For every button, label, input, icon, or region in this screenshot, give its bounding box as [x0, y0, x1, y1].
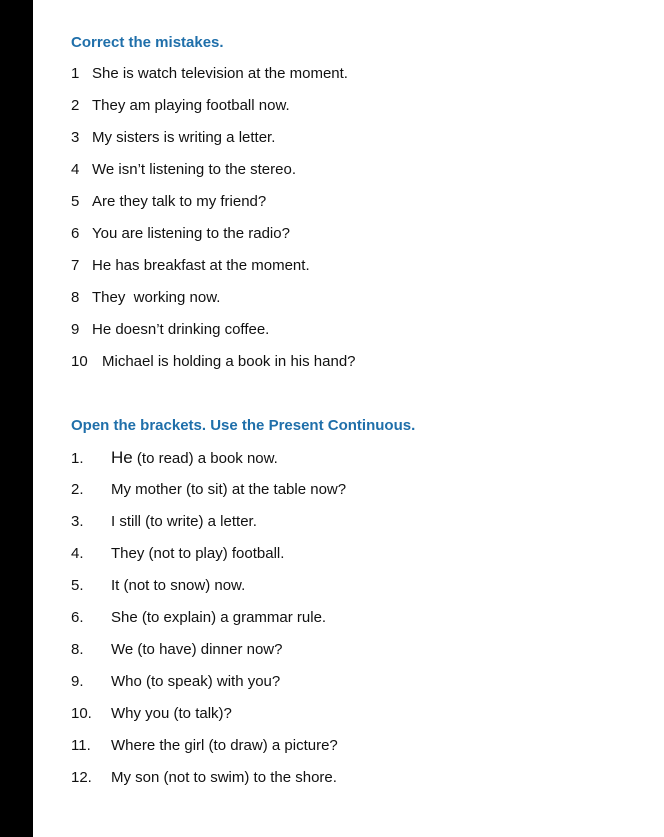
item-number: 2.: [71, 481, 84, 498]
item-number: 1.: [71, 450, 84, 467]
list-item: [71, 161, 296, 178]
list-item: [71, 705, 232, 722]
item-number: 5: [71, 193, 80, 210]
item-text: Michael is holding a book in his hand?: [102, 353, 356, 370]
item-number: 5.: [71, 577, 84, 594]
item-text: They (not to play) football.: [111, 545, 285, 562]
item-text: (to read) a book now.: [132, 450, 278, 467]
item-number: 8: [71, 289, 80, 306]
list-item: [71, 448, 278, 468]
item-text: You are listening to the radio?: [92, 225, 290, 242]
item-text: We (to have) dinner now?: [111, 641, 283, 658]
item-text: My sisters is writing a letter.: [92, 129, 276, 146]
list-item: [71, 257, 310, 274]
list-item: [71, 481, 346, 498]
item-text: My mother (to sit) at the table now?: [111, 481, 347, 498]
item-number: 7: [71, 257, 80, 274]
item-lead-word: He: [111, 448, 133, 467]
list-item: [71, 353, 356, 370]
item-text: Who (to speak) with you?: [111, 673, 281, 690]
list-item: [71, 97, 290, 114]
item-number: 12.: [71, 769, 92, 786]
item-text: They working now.: [92, 289, 221, 306]
list-item: [71, 673, 280, 690]
section2-heading: Open the brackets. Use the Present Continuous.: [71, 417, 416, 434]
item-number: 6.: [71, 609, 84, 626]
item-number: 6: [71, 225, 80, 242]
list-item: [71, 289, 220, 306]
list-item: [71, 513, 257, 530]
list-item: [71, 129, 275, 146]
section1-heading: Correct the mistakes.: [71, 34, 224, 51]
list-item: [71, 545, 284, 562]
item-number: 3.: [71, 513, 84, 530]
item-number: 3: [71, 129, 80, 146]
item-number: 4: [71, 161, 80, 178]
item-text: He has breakfast at the moment.: [92, 257, 310, 274]
list-item: [71, 225, 290, 242]
list-item: [71, 577, 245, 594]
item-number: 11.: [71, 737, 91, 754]
list-item: [71, 193, 266, 210]
item-number: 4.: [71, 545, 84, 562]
item-number: 9.: [71, 673, 84, 690]
list-item: [71, 65, 348, 82]
list-item: [71, 609, 326, 626]
list-item: [71, 769, 337, 786]
list-item: [71, 737, 338, 754]
worksheet-page: [33, 0, 664, 837]
list-item: [71, 321, 269, 338]
item-number: 10: [71, 353, 88, 370]
item-text: We isn’t listening to the stereo.: [92, 161, 296, 178]
item-text: Why you (to talk)?: [111, 705, 232, 722]
item-number: 9: [71, 321, 80, 338]
item-text: I still (to write) a letter.: [111, 513, 257, 530]
item-text: She (to explain) a grammar rule.: [111, 609, 327, 626]
item-number: 8.: [71, 641, 84, 658]
item-text: Are they talk to my friend?: [92, 193, 267, 210]
item-number: 1: [71, 65, 80, 82]
item-text: She is watch television at the moment.: [92, 65, 348, 82]
item-text: Where the girl (to draw) a picture?: [111, 737, 338, 754]
item-text: They am playing football now.: [92, 97, 290, 114]
list-item: [71, 641, 282, 658]
item-text: My son (not to swim) to the shore.: [111, 769, 337, 786]
item-number: 2: [71, 97, 80, 114]
item-text: It (not to snow) now.: [111, 577, 246, 594]
item-number: 10.: [71, 705, 92, 722]
item-text: He doesn’t drinking coffee.: [92, 321, 270, 338]
